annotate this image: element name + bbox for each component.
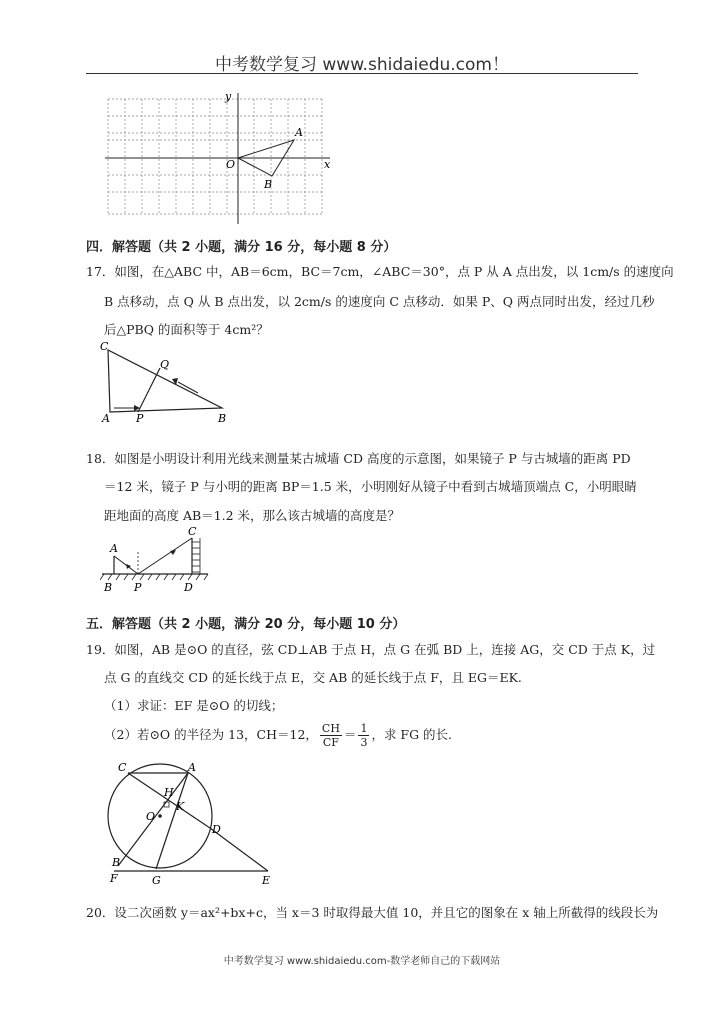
q17-line1: 17．如图，在△ABC 中，AB＝6cm，BC＝7cm，∠ABC＝30°，点 P 从 A 点出发，以 1cm/s 的速度向	[86, 264, 674, 279]
q17-label-C: C	[100, 340, 109, 353]
q20-line1: 20．设二次函数 y＝ax²+bx+c，当 x＝3 时取得最大值 10，并且它的图象在 x 轴上所截得的线段长为	[86, 905, 659, 920]
q19-label-F: F	[110, 872, 118, 885]
grid-label-O: O	[226, 158, 236, 171]
q19-label-E: E	[262, 874, 271, 887]
fraction-denominator: CF	[322, 736, 339, 749]
header-rule	[86, 73, 638, 74]
q19-line2: 点 G 的直线交 CD 的延长线于点 E，交 AB 的延长线于点 F，且 EG＝EK.	[104, 670, 522, 685]
q19-label-B: B	[112, 856, 121, 869]
grid-label-A: A	[295, 126, 303, 139]
fraction-numerator: CH	[321, 722, 340, 735]
q18-label-C: C	[188, 525, 197, 538]
q17-label-P: P	[136, 412, 144, 424]
q19-label-G: G	[152, 874, 161, 887]
q17-label-Q: Q	[160, 358, 170, 371]
q17-label-B: B	[218, 412, 227, 424]
q19-part1: （1）求证：EF 是⊙O 的切线；	[104, 698, 284, 713]
grid-label-y: y	[225, 90, 232, 103]
q19-part2	[104, 722, 664, 749]
q18-line1: 18．如图是小明设计利用光线来测量某古城墙 CD 高度的示意图，如果镜子 P 与古城墙的距离 PD	[86, 451, 631, 466]
q17-line3: 后△PBQ 的面积等于 4cm²？	[104, 322, 269, 337]
coordinate-grid-figure	[100, 88, 340, 228]
q19-equals: ＝	[343, 727, 357, 742]
q18-label-A: A	[110, 542, 118, 555]
q19-label-D: D	[212, 823, 221, 836]
q19-fraction-one-third	[358, 722, 369, 749]
q18-label-D: D	[184, 581, 193, 594]
q19-fraction-ch-cf	[320, 722, 342, 749]
q19-label-O: O	[146, 810, 156, 823]
q19-label-C: C	[118, 761, 127, 774]
q18-label-P: P	[134, 581, 142, 594]
q19-label-H: H	[164, 786, 174, 799]
fraction-denominator: 3	[360, 736, 368, 749]
q19-part2-pre: （2）若⊙O 的半径为 13，CH＝12，	[104, 727, 318, 742]
q18-line3: 距地面的高度 AB＝1.2 米，那么该古城墙的高度是？	[104, 508, 401, 523]
q19-circle-figure	[104, 756, 284, 892]
fraction-numerator: 1	[360, 722, 368, 735]
grid-label-B: B	[264, 178, 273, 191]
q18-mirror-figure	[100, 522, 212, 594]
grid-label-x: x	[324, 158, 331, 171]
q19-line1: 19．如图，AB 是⊙O 的直径，弦 CD⊥AB 于点 H，点 G 在弧 BD 上，连接 AG，交 CD 于点 K，过	[86, 642, 656, 657]
q17-line2: B 点移动，点 Q 从 B 点出发，以 2cm/s 的速度向 C 点移动．如果 P、Q 两点同时出发，经过几秒	[104, 294, 655, 309]
q18-label-B: B	[104, 581, 113, 594]
q17-label-A: A	[102, 412, 110, 424]
page-footer: 中考数学复习 www.shidaiedu.com-数学老师自己的下载网站	[223, 956, 501, 967]
page-header-title: 中考数学复习 www.shidaiedu.com！	[215, 55, 509, 75]
section-5-heading: 五．解答题（共 2 小题，满分 20 分，每小题 10 分）	[86, 617, 406, 632]
q19-label-A: A	[188, 761, 196, 774]
q19-part2-post: ，求 FG 的长.	[371, 727, 453, 742]
q18-line2: ＝12 米，镜子 P 与小明的距离 BP＝1.5 米，小明刚好从镜子中看到古城墙顶端点 C，小明眼睛	[104, 479, 637, 494]
q19-label-K: K	[176, 800, 185, 813]
section-4-heading: 四．解答题（共 2 小题，满分 16 分，每小题 8 分）	[86, 240, 397, 255]
q17-triangle-figure	[98, 338, 238, 424]
